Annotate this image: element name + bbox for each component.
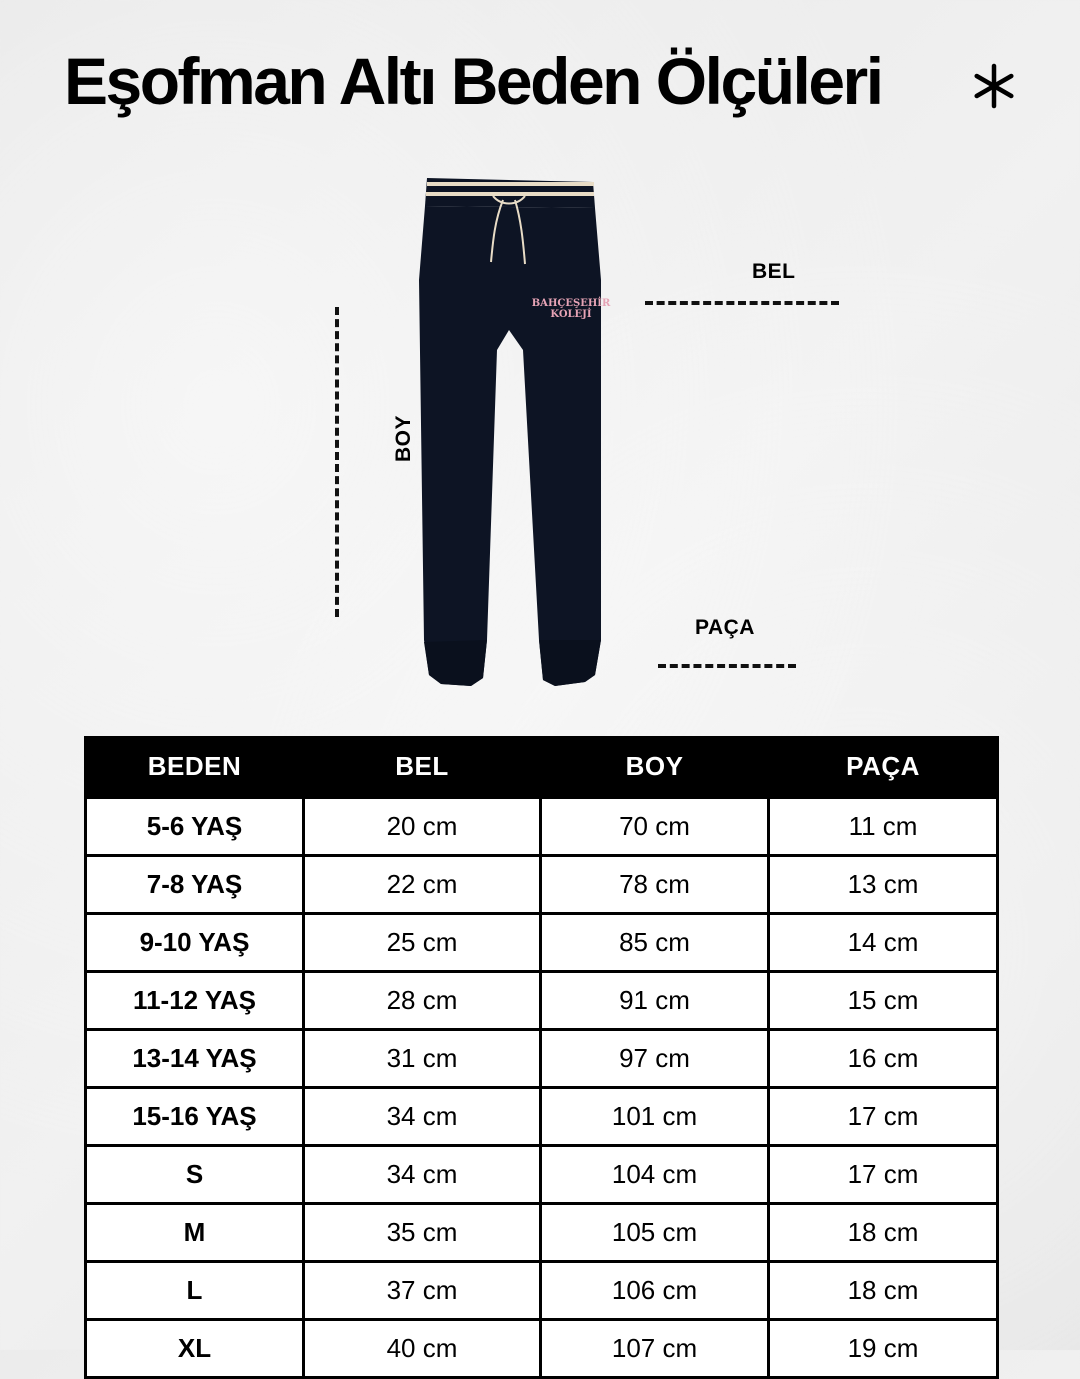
paca-cell: 14 cm <box>769 914 998 972</box>
table-row <box>86 972 998 1030</box>
header-paca: PAÇA <box>769 736 998 798</box>
boy-label: BOY <box>392 414 415 462</box>
boy-cell: 70 cm <box>541 798 769 856</box>
paca-cell: 16 cm <box>769 1030 998 1088</box>
svg-text:KOLEJİ: KOLEJİ <box>550 309 592 320</box>
paca-cell: 18 cm <box>769 1262 998 1320</box>
bel-label: BEL <box>752 260 796 283</box>
size-cell: 13-14 YAŞ <box>86 1030 304 1088</box>
size-cell: 7-8 YAŞ <box>86 856 304 914</box>
boy-cell: 106 cm <box>541 1262 769 1320</box>
table-row <box>86 1030 998 1088</box>
paca-label: PAÇA <box>695 616 755 639</box>
boy-cell: 91 cm <box>541 972 769 1030</box>
boy-cell: 78 cm <box>541 856 769 914</box>
boy-cell: 85 cm <box>541 914 769 972</box>
paca-cell: 19 cm <box>769 1320 998 1378</box>
paca-cell: 15 cm <box>769 972 998 1030</box>
paca-cell: 17 cm <box>769 1088 998 1146</box>
size-cell: 11-12 YAŞ <box>86 972 304 1030</box>
table-row <box>86 1320 998 1378</box>
paca-cell: 17 cm <box>769 1146 998 1204</box>
paca-cell: 18 cm <box>769 1204 998 1262</box>
boy-cell: 101 cm <box>541 1088 769 1146</box>
table-row <box>86 1204 998 1262</box>
boy-cell: 97 cm <box>541 1030 769 1088</box>
table-row <box>86 914 998 972</box>
boy-cell: 105 cm <box>541 1204 769 1262</box>
size-table <box>84 736 999 1379</box>
bel-cell: 37 cm <box>304 1262 541 1320</box>
product-diagram <box>300 170 860 700</box>
paca-measure-line <box>658 664 796 668</box>
asterisk-icon <box>970 62 1018 110</box>
sweatpants-illustration <box>405 170 615 700</box>
table-row <box>86 1262 998 1320</box>
svg-text:BAHÇEŞEHİR: BAHÇEŞEHİR <box>531 298 611 309</box>
bel-cell: 34 cm <box>304 1088 541 1146</box>
size-cell: 9-10 YAŞ <box>86 914 304 972</box>
page-title: Eşofman Altı Beden Ölçüleri <box>64 44 882 118</box>
size-cell: L <box>86 1262 304 1320</box>
size-cell: 15-16 YAŞ <box>86 1088 304 1146</box>
table-row <box>86 1088 998 1146</box>
bel-cell: 40 cm <box>304 1320 541 1378</box>
bel-measure-line <box>645 301 839 305</box>
header-bel: BEL <box>304 736 541 798</box>
bel-cell: 31 cm <box>304 1030 541 1088</box>
boy-cell: 104 cm <box>541 1146 769 1204</box>
size-cell: S <box>86 1146 304 1204</box>
bel-cell: 34 cm <box>304 1146 541 1204</box>
bel-cell: 20 cm <box>304 798 541 856</box>
table-header-row <box>86 736 998 798</box>
bel-cell: 25 cm <box>304 914 541 972</box>
table-row <box>86 1146 998 1204</box>
table-row <box>86 798 998 856</box>
size-cell: 5-6 YAŞ <box>86 798 304 856</box>
bel-cell: 35 cm <box>304 1204 541 1262</box>
size-cell: XL <box>86 1320 304 1378</box>
boy-cell: 107 cm <box>541 1320 769 1378</box>
header-beden: BEDEN <box>86 736 304 798</box>
table-row <box>86 856 998 914</box>
boy-measure-line <box>335 307 339 617</box>
size-cell: M <box>86 1204 304 1262</box>
bel-cell: 28 cm <box>304 972 541 1030</box>
bel-cell: 22 cm <box>304 856 541 914</box>
header-boy: BOY <box>541 736 769 798</box>
paca-cell: 11 cm <box>769 798 998 856</box>
paca-cell: 13 cm <box>769 856 998 914</box>
